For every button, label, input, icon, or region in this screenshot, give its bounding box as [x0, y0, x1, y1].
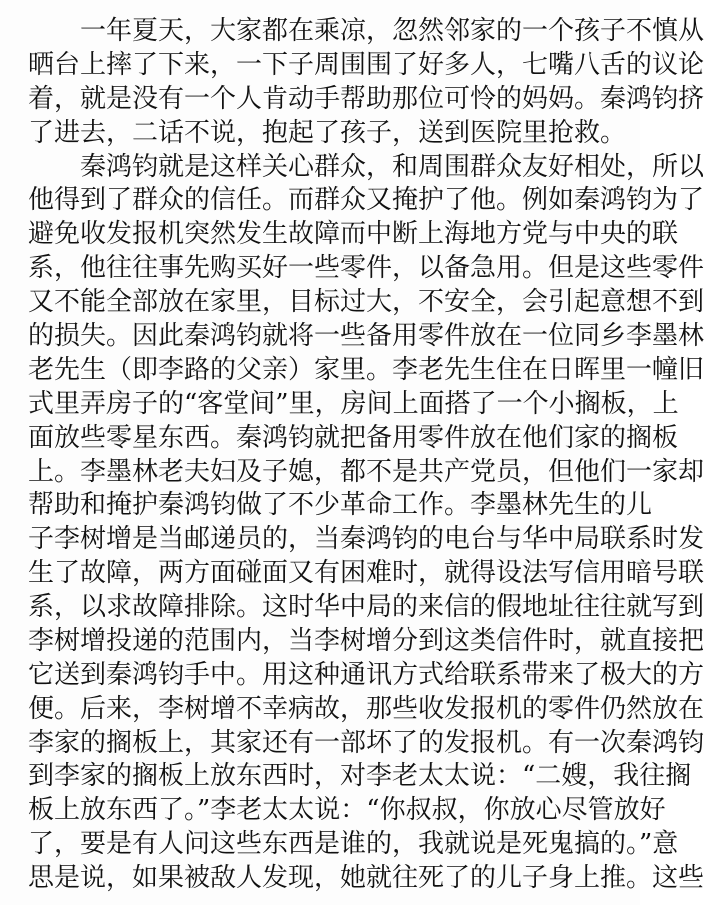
text-line-15: 帮助和掩护秦鸿钧做了不少革命工作。李墨林先生的儿	[28, 490, 653, 520]
text-line-17: 生了故障，两方面碰面又有困难时，就得设法写信用暗号联	[28, 558, 704, 588]
text-line-12: 式里弄房子的“客堂间”里，房间上面搭了一个小搁板，上	[28, 389, 679, 419]
text-line-18: 系，以求故障排除。这时华中局的来信的假地址往往就写到	[28, 592, 704, 622]
text-line-19: 李树增投递的范围内，当李树增分到这类信件时，就直接把	[28, 626, 704, 656]
text-line-13: 面放些零星东西。秦鸿钧就把备用零件放在他们家的搁板	[28, 423, 679, 453]
text-line-9: 又不能全部放在家里，目标过大，不安全，会引起意想不到	[28, 287, 704, 317]
text-line-23: 到李家的搁板上放东西时，对李老太太说：“二嫂，我往搁	[28, 761, 692, 791]
text-line-20: 它送到秦鸿钧手中。用这种通讯方式给联系带来了极大的方	[28, 660, 704, 690]
text-line-24: 板上放东西了。”李老太太说：“你叔叔，你放心尽管放好	[28, 795, 666, 825]
text-line-21: 便。后来，李树增不幸病故，那些收发报机的零件仍然放在	[28, 694, 704, 724]
text-line-16: 子李树增是当邮递员的，当秦鸿钧的电台与华中局联系时发	[28, 524, 704, 554]
text-line-25: 了，要是有人问这些东西是谁的，我就说是死鬼搞的。”意	[28, 829, 679, 859]
text-line-5: 秦鸿钧就是这样关心群众，和周围群众友好相处，所以	[80, 152, 704, 182]
text-line-6: 他得到了群众的信任。而群众又掩护了他。例如秦鸿钧为了	[28, 185, 704, 215]
text-line-11: 老先生（即李路的父亲）家里。李老先生住在日晖里一幢旧	[28, 355, 704, 385]
text-line-4: 了进去，二话不说，抱起了孩子，送到医院里抢救。	[28, 118, 627, 148]
text-line-26: 思是说，如果被敌人发现，她就往死了的儿子身上推。这些	[28, 863, 704, 893]
text-line-22: 李家的搁板上，其家还有一部坏了的发报机。有一次秦鸿钧	[28, 728, 704, 758]
text-line-10: 的损失。因此秦鸿钧就将一些备用零件放在一位同乡李墨林	[28, 321, 704, 351]
text-line-1: 一年夏天，大家都在乘凉，忽然邻家的一个孩子不慎从	[80, 16, 704, 46]
text-line-3: 着，就是没有一个人肯动手帮助那位可怜的妈妈。秦鸿钧挤	[28, 84, 704, 114]
text-line-2: 晒台上摔了下来，一下子周围围了好多人，七嘴八舌的议论	[28, 50, 704, 80]
text-line-14: 上。李墨林老夫妇及子媳，都不是共产党员，但他们一家却	[28, 457, 704, 487]
text-line-8: 系，他往往事先购买好一些零件，以备急用。但是这些零件	[28, 253, 704, 283]
text-line-7: 避免收发报机突然发生故障而中断上海地方党与中央的联	[28, 219, 679, 249]
